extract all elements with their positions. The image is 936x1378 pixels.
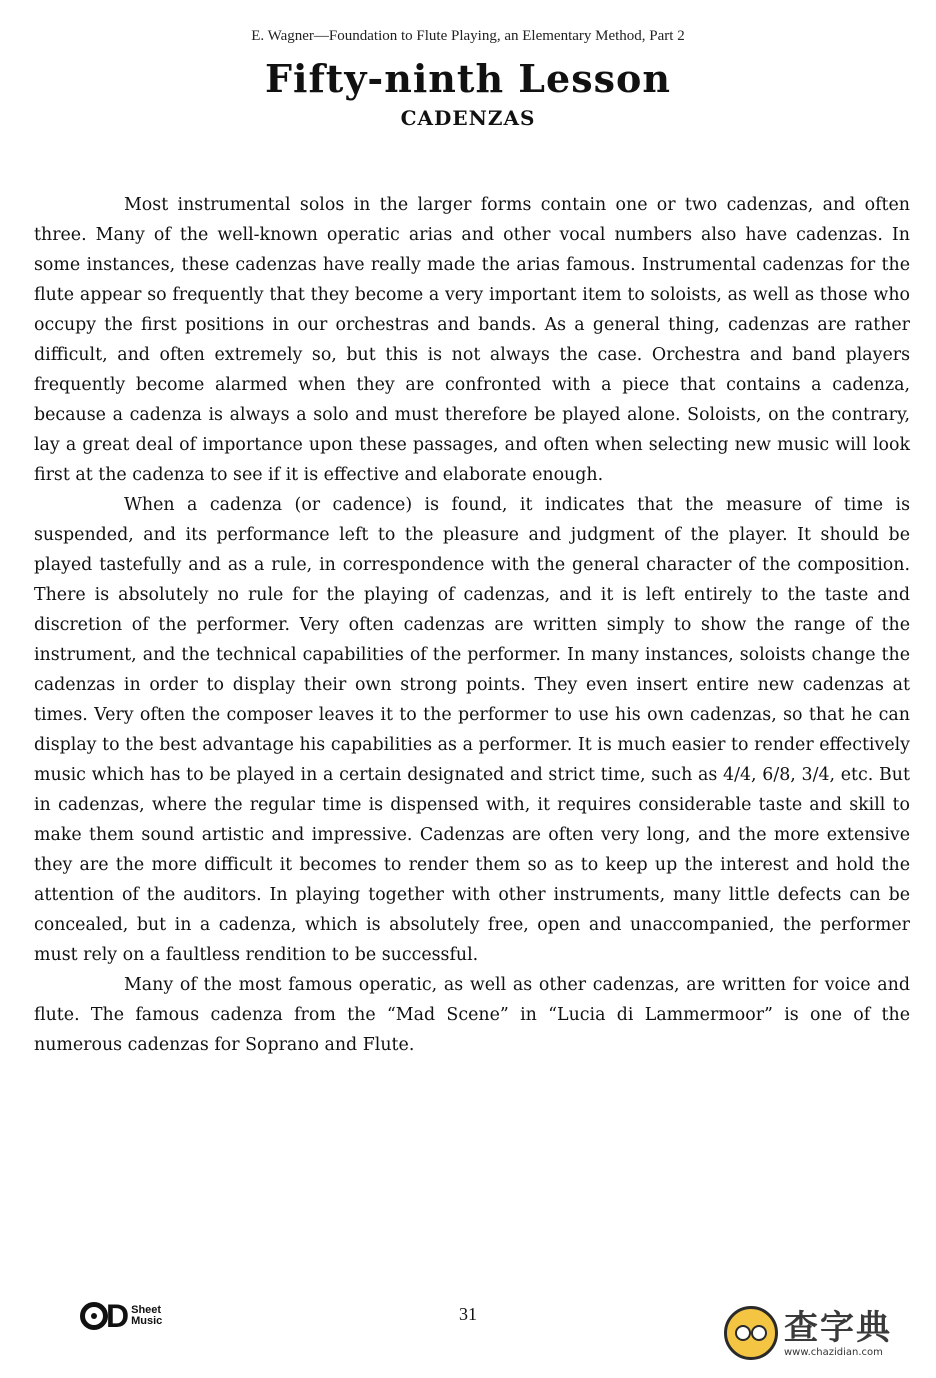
owl-mascot-icon <box>724 1306 778 1360</box>
watermark <box>724 1296 924 1370</box>
lesson-body <box>34 190 910 1060</box>
section-subtitle: CADENZAS <box>400 106 536 130</box>
page-number: 31 <box>459 1304 477 1324</box>
lesson-title: Fifty-ninth Lesson <box>265 56 671 101</box>
paragraph-1: Most instrumental solos in the larger forms contain one or two cadenzas, and often three. Many of the well-known operatic arias and other vocal numbers also have cadenzas. In some instances, these cadenzas have really made the arias famous. Instrumental cadenzas for the flute appear so frequently that they become a very important item to soloists, as well as those who occupy the first positions in our orchestras and bands. As a general thing, cadenzas are rather difficult, and often extremely so, but this is not always the case. Orchestra and band players frequently become alarmed when they are confronted with a piece that contains a cadenza, because a cadenza is always a solo and must therefore be played alone. Soloists, on the contrary, lay a great deal of importance upon these passages, and often when selecting new music will look first at the cadenza to see if it is effective and elaborate enough. <box>34 195 910 485</box>
publisher-logo: D Sheet Music <box>80 1298 190 1334</box>
watermark-chars: 查字典 <box>784 1307 892 1348</box>
watermark-url: www.chazidian.com <box>784 1346 883 1358</box>
paragraph-3: Many of the most famous operatic, as well as other cadenzas, are written for voice and flute. The famous cadenza from the “Mad Scene” in “Lucia di Lammermoor” is one of the numerous cadenzas for Soprano and Flute. <box>34 975 910 1055</box>
paragraph-2: When a cadenza (or cadence) is found, it indicates that the measure of time is suspended, and its performance left to the pleasure and judgment of the player. It should be played tastefully and as a rule, in correspondence with the general character of the composition. There is absolutely no rule for the playing of cadenzas, and it is left entirely to the taste and discretion of the performer. Very often cadenzas are written simply to show the range of the instrument, and the technical capabilities of the performer. In many instances, soloists change the cadenzas in order to display their own strong points. They even insert entire new cadenzas at times. Very often the composer leaves it to the performer to use his own cadenzas, so that he can display to the best advantage his capabilities as a performer. It is much easier to render effectively music which has to be played in a certain designated and strict time, such as 4/4, 6/8, 3/4, etc. But in cadenzas, where the regular time is dispensed with, it requires considerable taste and skill to make them sound artistic and impressive. Cadenzas are often very long, and the more extensive they are the more difficult it becomes to render them so as to keep up the interest and hold the attention of the auditors. In playing together with other instruments, many little defects can be concealed, but in a cadenza, which is absolutely free, open and unaccompanied, the performer must rely on a faultless rendition to be successful. <box>34 495 910 965</box>
running-header: E. Wagner—Foundation to Flute Playing, an Elementary Method, Part 2 <box>251 28 685 44</box>
